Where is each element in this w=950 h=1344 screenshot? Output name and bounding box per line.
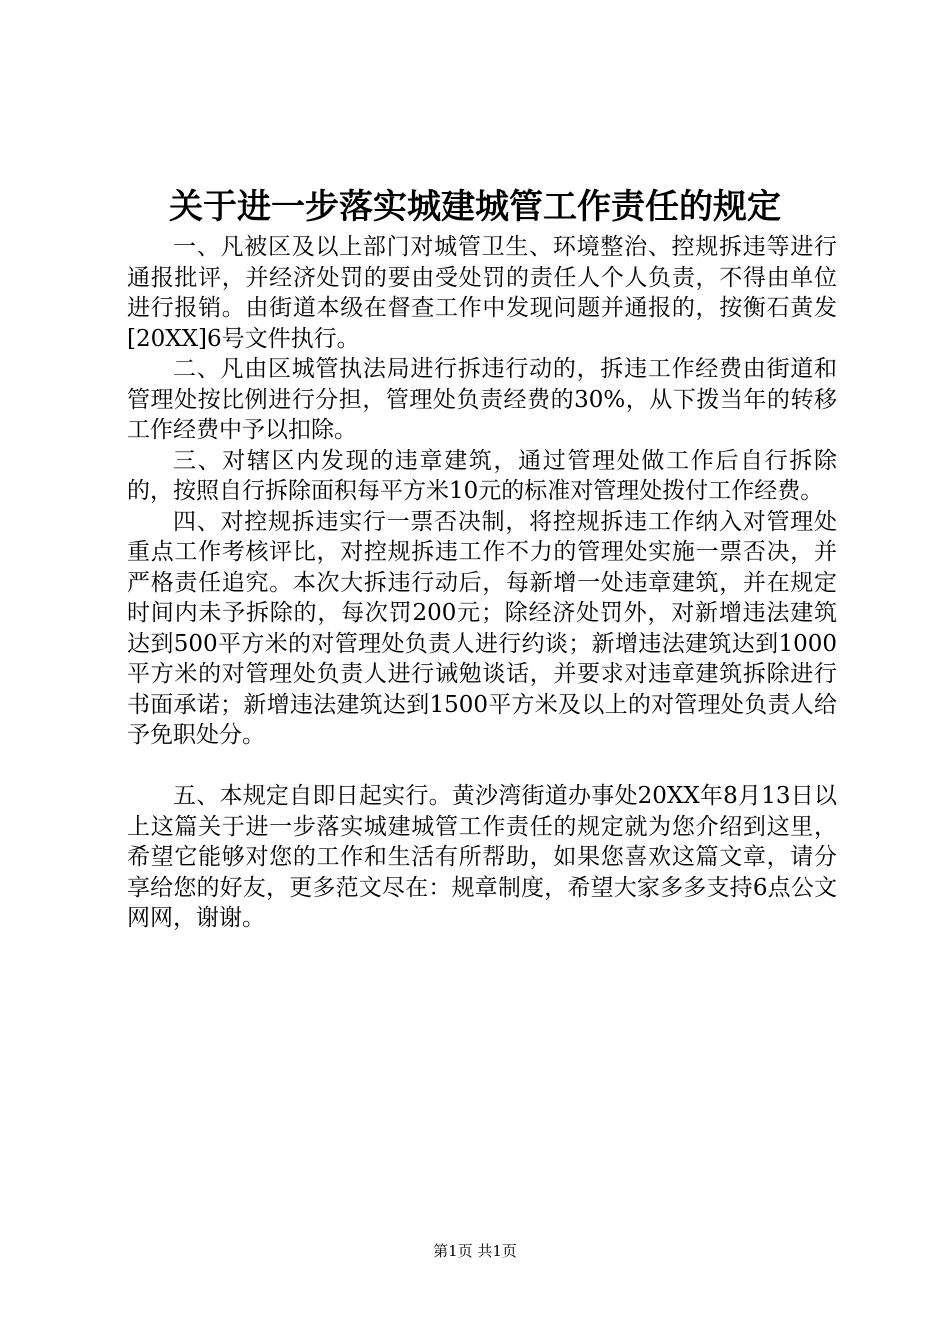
paragraph-gap	[127, 751, 837, 782]
document-title: 关于进一步落实城建城管工作责任的规定	[169, 187, 781, 227]
paragraph-5: 五、本规定自即日起实行。黄沙湾街道办事处20XX年8月13日以上这篇关于进一步落实城建城管工作责任的规定就为您介绍到这里，希望它能够对您的工作和生活有所帮助，如果您喜欢这篇文章，请分享给您的好友，更多范文尽在：规章制度，希望大家多多支持6点公文网网，谢谢。	[127, 783, 837, 931]
paragraph-2: 二、凡由区城管执法局进行拆违行动的，拆违工作经费由街道和管理处按比例进行分担，管理处负责经费的30%，从下拨当年的转移工作经费中予以扣除。	[127, 356, 837, 443]
paragraph-1: 一、凡被区及以上部门对城管卫生、环境整治、控规拆违等进行通报批评，并经济处罚的要由受处罚的责任人个人负责，不得由单位进行报销。由街道本级在督查工作中发现问题并通报的，按衡石黄发[20XX]6号文件执行。	[127, 234, 837, 352]
paragraph-3: 三、对辖区内发现的违章建筑，通过管理处做工作后自行拆除的，按照自行拆除面积每平方米10元的标准对管理处拨付工作经费。	[127, 447, 837, 504]
paragraph-4: 四、对控规拆违实行一票否决制，将控规拆违工作纳入对管理处重点工作考核评比，对控规拆违工作不力的管理处实施一票否决，并严格责任追究。本次大拆违行动后，每新增一处违章建筑，并在规定时间内未予拆除的，每次罚200元；除经济处罚外，对新增违法建筑达到500平方米的对管理处负责人进行约谈；新增违法建筑达到1000平方米的对管理处负责人进行诫勉谈话，并要求对违章建筑拆除进行书面承诺；新增违法建筑达到1500平方米及以上的对管理处负责人给予免职处分。	[127, 508, 837, 748]
document-body	[127, 232, 837, 934]
page-number-footer: 第1页 共1页	[433, 1242, 517, 1260]
